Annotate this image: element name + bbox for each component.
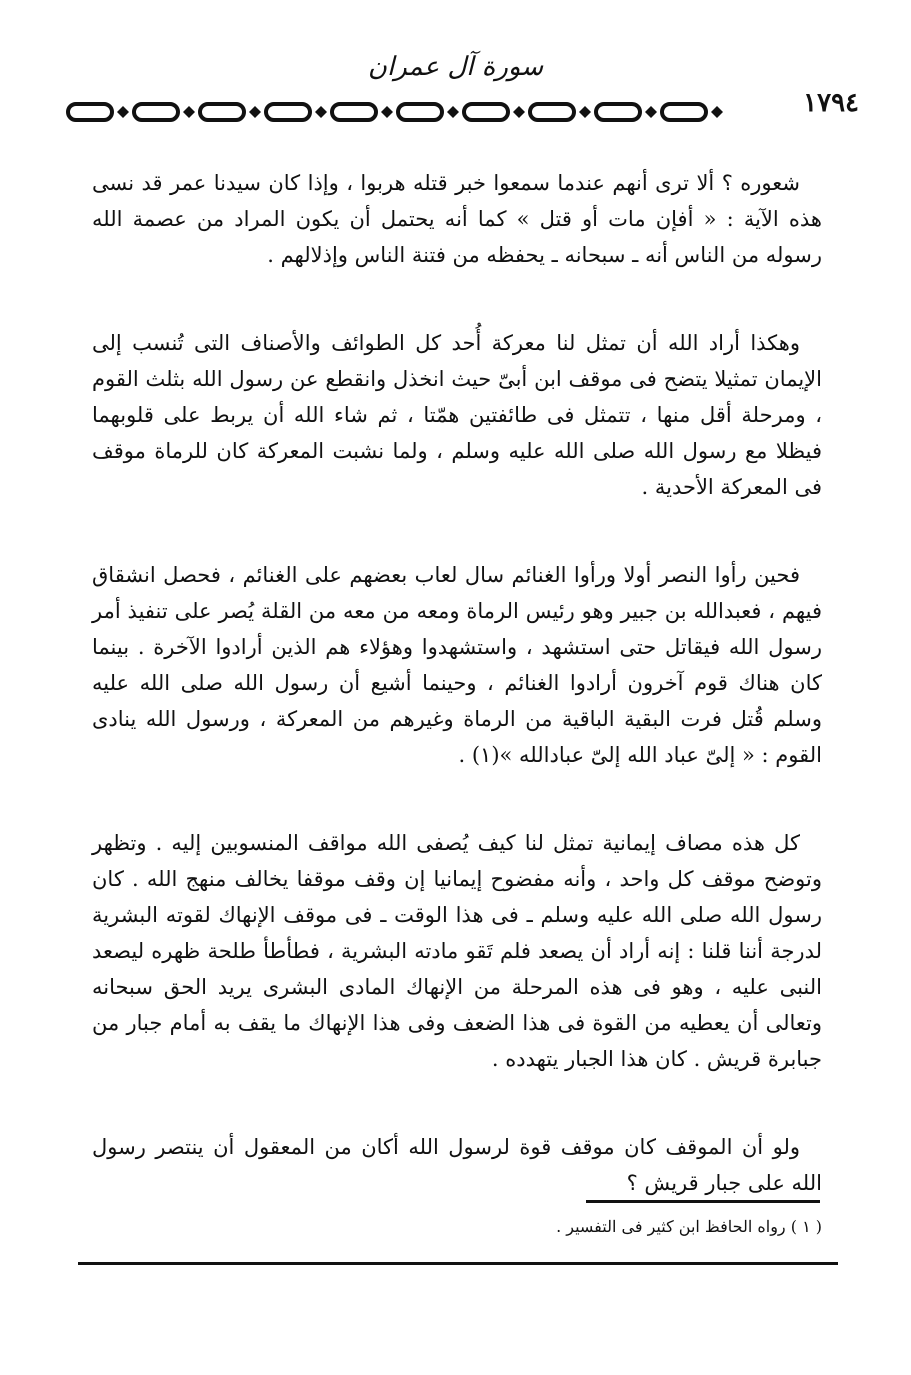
footnote: ( ١ ) رواه الحافظ ابن كثير فى التفسير . <box>556 1217 822 1236</box>
footnote-separator <box>586 1200 820 1203</box>
surah-title: سورة آل عمران <box>367 52 544 82</box>
paragraph: ولو أن الموقف كان موقف قوة لرسول الله أكان من المعقول أن ينتصر رسول الله على جبار قريش ؟ <box>92 1135 822 1195</box>
body-text <box>92 165 822 1253</box>
paragraph: وهكذا أراد الله أن تمثل لنا معركة أُحد كل الطوائف والأصناف التى تُنسب إلى الإيمان تمثيلا يتضح فى موقف ابن أبىّ حيث انخذل وانقطع عن رسول الله بثلث القوم ، ومرحلة أقل منها ، تتمثل فى طائفتين همّتا ، ثم شاء الله أن يربط على قلوبهما فيظلا مع رسول الله صلى الله عليه وسلم ، ولما نشبت المعركة كان للرماة موقف فى المعركة الأحدية . <box>92 331 822 499</box>
paragraph: كل هذه مصاف إيمانية تمثل لنا كيف يُصفى الله مواقف المنسوبين إليه . وتظهر وتوضح موقف كل واحد ، وأنه مفضوح إيمانيا إن وقف موقفا يخالف منهج الله . كان رسول الله صلى الله عليه وسلم ـ فى هذا الوقت ـ فى موقف الإنهاك لقوته البشرية لدرجة أننا قلنا : إنه أراد أن يصعد فلم تَقو مادته البشرية ، فطأطأ طلحة ظهره ليصعد النبى عليه ، وهو فى هذه المرحلة من الإنهاك المادى البشرى يريد الحق سبحانه وتعالى أن يعطيه من القوة فى هذا الضعف وفى هذا الإنهاك ما يقف به أمام جبار من جبابرة قريش . كان هذا الجبار يتهدده . <box>92 831 822 1071</box>
page-number: ١٧٩٤ <box>799 88 863 118</box>
bottom-rule <box>78 1262 838 1265</box>
paragraph: شعوره ؟ ألا ترى أنهم عندما سمعوا خبر قتله هربوا ، وإذا كان سيدنا عمر قد نسى هذه الآية : « أفإن مات أو قتل » كما أنه يحتمل أن يكون المراد من عصمة الله رسوله من الناس أنه ـ سبحانه ـ يحفظه من فتنة الناس وإذلالهم . <box>92 171 822 267</box>
ornamental-border <box>64 92 842 132</box>
paragraph: فحين رأوا النصر أولا ورأوا الغنائم سال لعاب بعضهم على الغنائم ، فحصل انشقاق فيهم ، فعبدالله بن جبير وهو رئيس الرماة ومعه من معه من القلة يُصر على تنفيذ أمر رسول الله فيقاتل حتى استشهد ، واستشهدوا وهؤلاء هم الذين أرادوا الآخرة . بينما كان هناك قوم آخرون أرادوا الغنائم ، وحينما أشيع أن رسول الله صلى الله عليه وسلم قُتل فرت البقية الباقية من الرماة وغيرهم من المعركة ، ورسول الله ينادى القوم : « إلىّ عباد الله إلىّ عبادالله »(١) . <box>92 563 822 767</box>
